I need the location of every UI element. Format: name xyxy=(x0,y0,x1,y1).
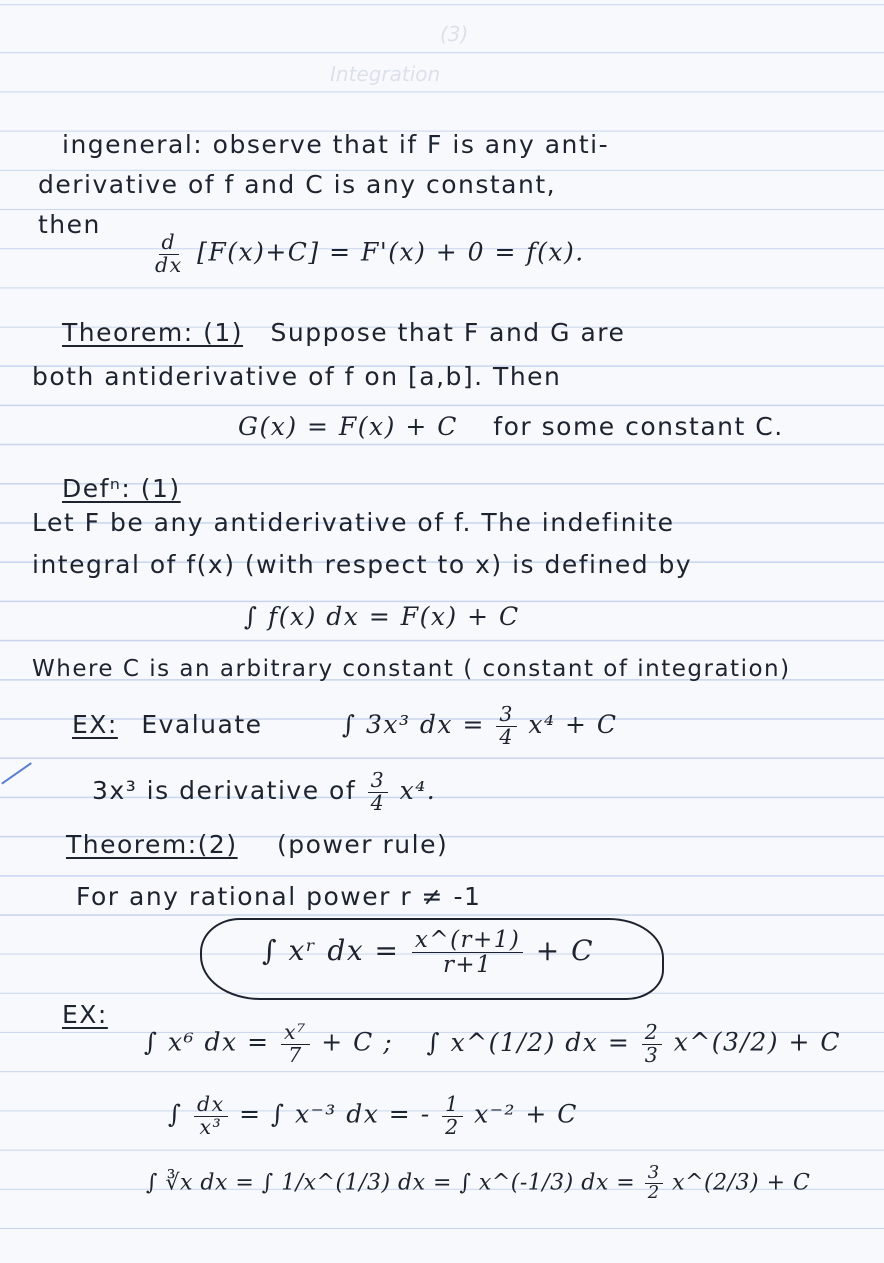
theorem-1 xyxy=(62,318,625,347)
example-2-line-3: ∫ ∛x dx = ∫ 1/x^(1/3) dx = ∫ x^(-1/3) dx = $\frac{3}{2}$ x^(2/3) + C xyxy=(146,1162,811,1203)
definition-line-1: Let F be any antiderivative of f. The indefinite xyxy=(32,508,675,537)
example-2-line-2: ∫ $\frac{dx}{\text{x³}}$ = ∫ x⁻³ dx = - $\frac{1}{2}$ x⁻² + C xyxy=(168,1092,578,1139)
derivative-equation: $\frac{d}{dx}$ [F(x)+C] = F'(x) + 0 = f(x). xyxy=(150,232,585,276)
definition-equation: ∫ f(x) dx = F(x) + C xyxy=(244,602,520,631)
theorem-1-text: Suppose that F and G are xyxy=(270,318,626,347)
example-1-label: EX: xyxy=(72,710,118,740)
example-1: EX: Evaluate ∫ 3x³ dx = $\frac{3}{4}$ x⁴ + C xyxy=(72,702,618,749)
theorem-2-label: Theorem:(2) xyxy=(66,830,238,859)
general-line-3: then xyxy=(38,210,101,239)
definition-line-3: Where C is an arbitrary constant ( constant of integration) xyxy=(32,656,791,682)
example-1-note: 3x³ is derivative of $\frac{3}{4}$ x⁴. xyxy=(92,768,437,815)
pencil-stroke xyxy=(1,762,47,806)
ghost-text-integration: Integration xyxy=(330,62,441,86)
example-2-line-1: ∫ x⁶ dx = $\frac{\text{x⁷}}{7}$ + C ; ∫ x^(1/2) dx = $\frac{2}{3}$ x^(3/2) + C xyxy=(144,1020,842,1067)
example-2-label: EX: xyxy=(62,1000,108,1029)
theorem-2-text: For any rational power r ≠ -1 xyxy=(76,882,482,911)
theorem-2 xyxy=(66,830,448,859)
theorem-1-equation: G(x) = F(x) + C for some constant C. xyxy=(238,412,784,441)
ghost-text-number: (3) xyxy=(440,22,469,46)
power-rule-formula: ∫ xʳ dx = $\frac{x\^{}(r+1)}{r+1}$ + C xyxy=(262,927,594,979)
definition-line-2: integral of f(x) (with respect to x) is defined by xyxy=(32,550,693,579)
general-line-1: ingeneral: observe that if F is any anti- xyxy=(62,130,610,159)
general-line-2: derivative of f and C is any constant, xyxy=(38,170,557,199)
derivative-operator: $\frac{d}{dx}$ xyxy=(155,230,183,277)
theorem-1-label: Theorem: (1) xyxy=(62,318,244,347)
definition-label: Defⁿ: (1) xyxy=(62,474,181,503)
theorem-2-name: (power rule) xyxy=(277,830,449,859)
theorem-1-line-2: both antiderivative of f on [a,b]. Then xyxy=(32,362,562,391)
